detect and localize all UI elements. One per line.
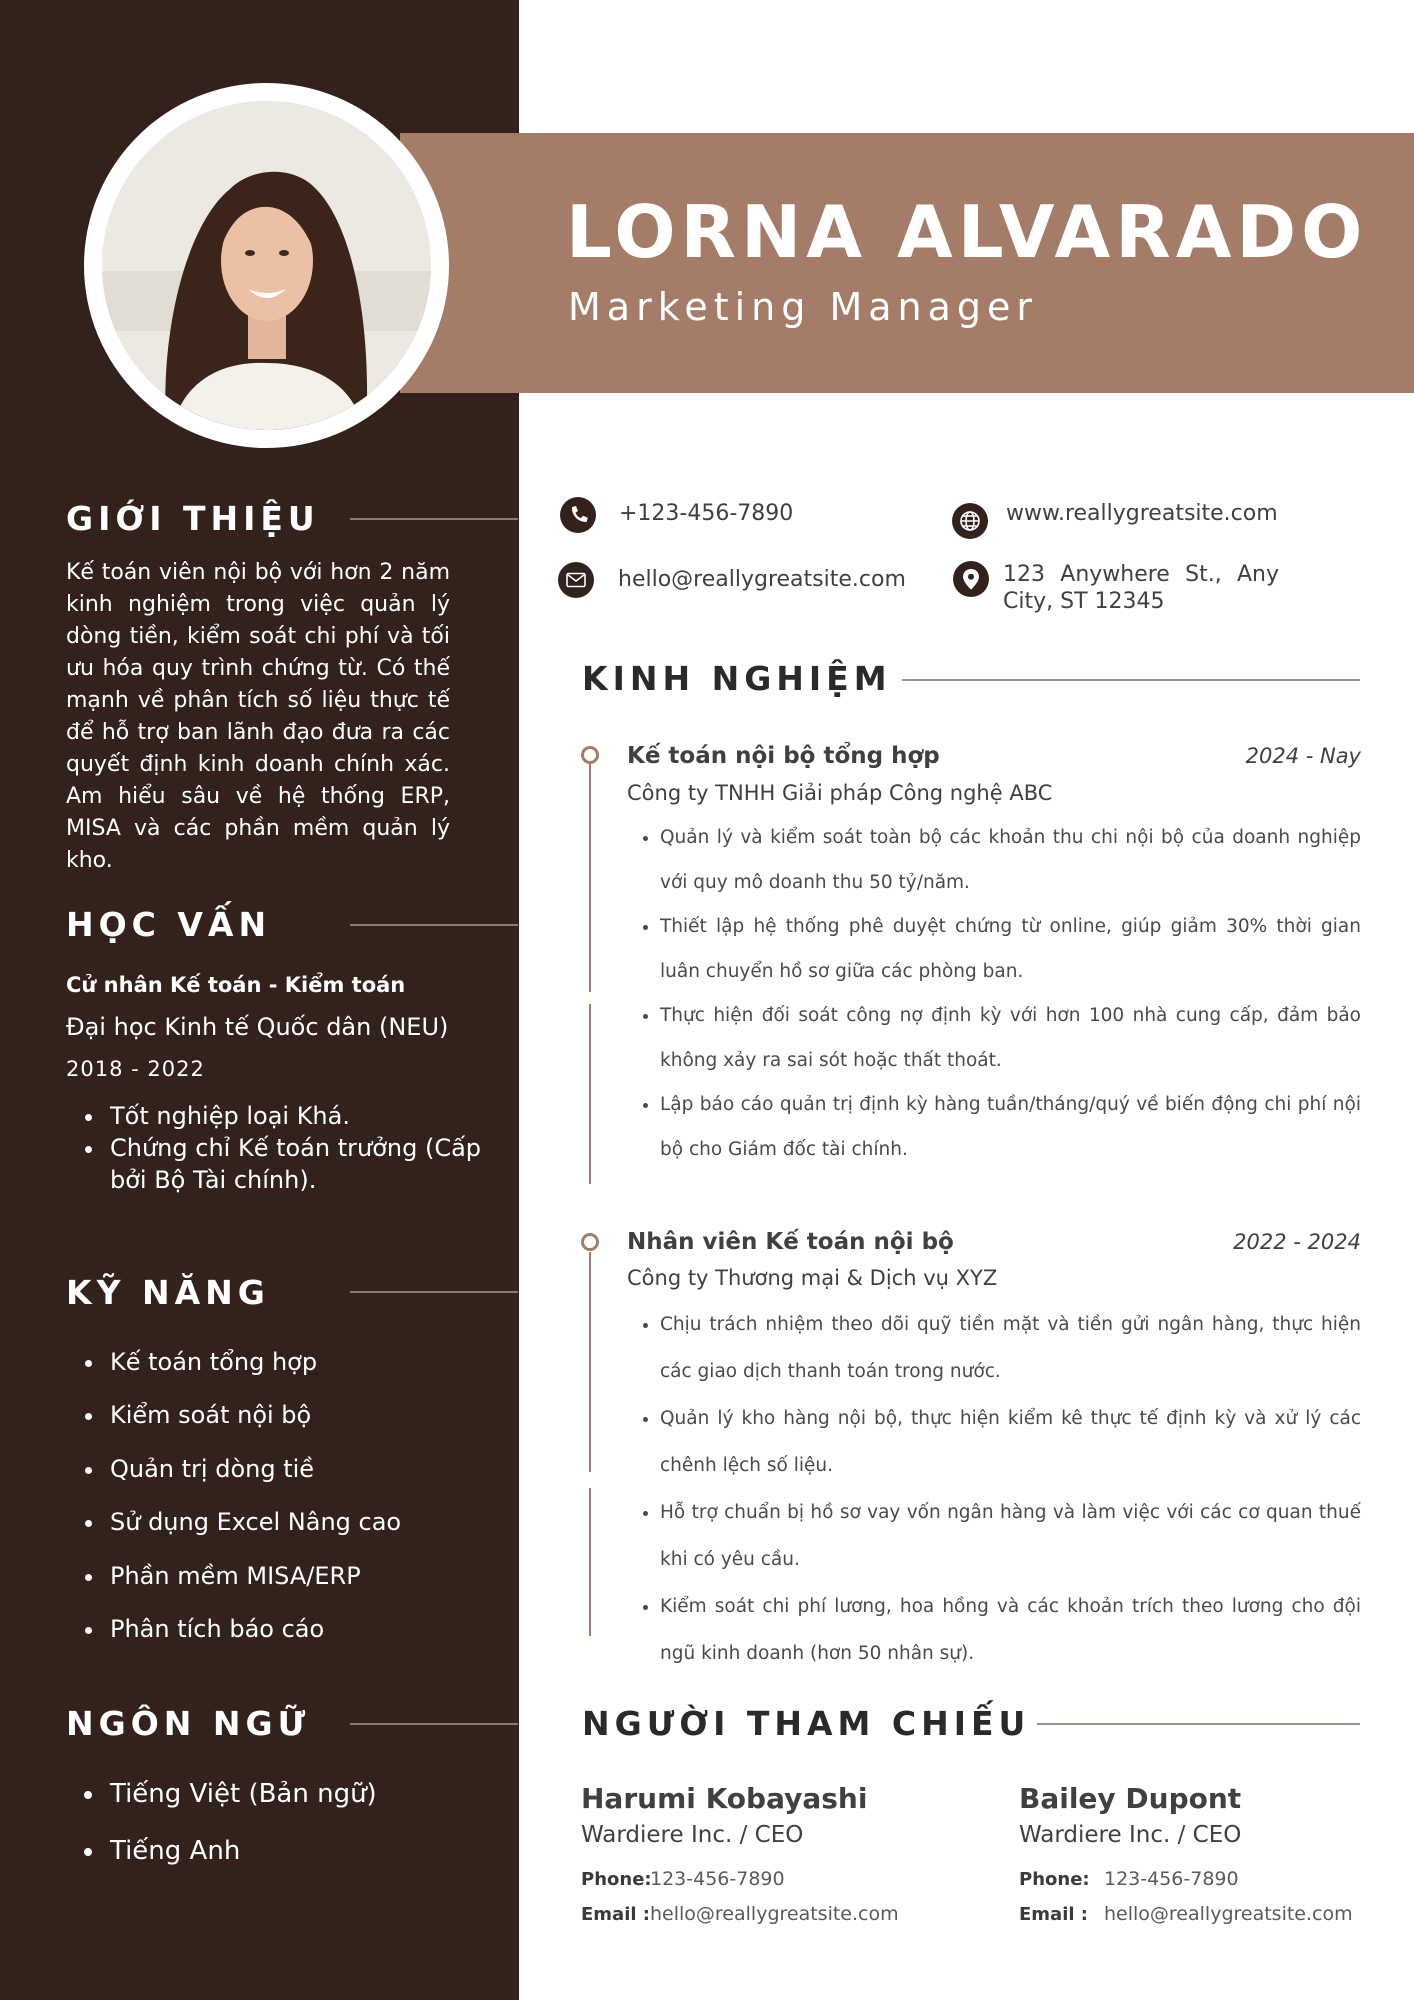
- list-item: • Tốt nghiệp loại Khá.: [106, 1100, 486, 1132]
- mail-icon: [558, 562, 594, 598]
- reference-phone[interactable]: 123-456-7890: [650, 1868, 785, 1890]
- contact-email[interactable]: hello@reallygreatsite.com: [618, 567, 906, 592]
- timeline-line: [589, 1252, 591, 1472]
- globe-icon: [952, 503, 988, 539]
- education-notes: [106, 1100, 486, 1196]
- education-divider: [350, 924, 518, 926]
- list-item: • Phân tích báo cáo: [106, 1603, 486, 1656]
- education-degree: Cử nhân Kế toán - Kiểm toán: [66, 973, 406, 997]
- job-date: 2024 - Nay: [1245, 744, 1361, 768]
- list-item: • Quản lý và kiểm soát toàn bộ các khoản thu chi nội bộ của doanh nghiệp với quy mô doanh thu 50 tỷ/năm.: [660, 816, 1361, 905]
- list-item: • Sử dụng Excel Nâng cao: [106, 1496, 486, 1549]
- list-item: • Tiếng Việt (Bản ngữ): [106, 1766, 486, 1823]
- phone-icon: [560, 497, 596, 533]
- education-school: Đại học Kinh tế Quốc dân (NEU): [66, 1013, 449, 1041]
- timeline-dot: [581, 746, 599, 764]
- job-title: Kế toán nội bộ tổng hợp: [627, 743, 940, 769]
- timeline-line: [589, 764, 591, 992]
- reference-phone[interactable]: 123-456-7890: [1104, 1868, 1239, 1890]
- experience-heading: KINH NGHIỆM: [582, 659, 892, 698]
- timeline-line: [589, 1488, 591, 1636]
- languages-divider: [350, 1723, 518, 1725]
- languages-heading: NGÔN NGỮ: [66, 1704, 311, 1743]
- reference-company: Wardiere Inc. / CEO: [581, 1822, 804, 1848]
- skills-heading: KỸ NĂNG: [66, 1273, 270, 1312]
- list-item: • Tiếng Anh: [106, 1823, 486, 1880]
- timeline-dot: [581, 1233, 599, 1251]
- references-divider: [1037, 1723, 1360, 1725]
- job-date: 2022 - 2024: [1233, 1230, 1361, 1254]
- job-company: Công ty Thương mại & Dịch vụ XYZ: [627, 1266, 998, 1290]
- list-item: • Chịu trách nhiệm theo dõi quỹ tiền mặt và tiền gửi ngân hàng, thực hiện các giao dịch thanh toán trong nước.: [660, 1301, 1361, 1395]
- reference-name: Harumi Kobayashi: [581, 1782, 868, 1815]
- list-item: • Quản trị dòng tiề: [106, 1443, 486, 1496]
- skills-divider: [350, 1291, 518, 1293]
- job-title: Nhân viên Kế toán nội bộ: [627, 1229, 954, 1255]
- candidate-name: LORNA ALVARADO: [566, 190, 1368, 274]
- list-item: • Phần mềm MISA/ERP: [106, 1550, 486, 1603]
- list-item: • Hỗ trợ chuẩn bị hồ sơ vay vốn ngân hàng và làm việc với các cơ quan thuế khi có yêu cầu.: [660, 1489, 1361, 1583]
- job-bullets: [660, 1301, 1361, 1677]
- list-item: • Thiết lập hệ thống phê duyệt chứng từ online, giúp giảm 30% thời gian luân chuyển hồ sơ giữa các phòng ban.: [660, 905, 1361, 994]
- experience-divider: [902, 679, 1360, 681]
- portrait-illustration: [102, 101, 431, 430]
- reference-phone-label: Phone:: [581, 1869, 652, 1890]
- languages-list: [106, 1766, 486, 1880]
- profile-photo: [102, 101, 431, 430]
- about-heading: GIỚI THIỆU: [66, 499, 320, 538]
- list-item: • Chứng chỉ Kế toán trưởng (Cấp bởi Bộ Tài chính).: [106, 1132, 486, 1196]
- reference-phone-label: Phone:: [1019, 1869, 1090, 1890]
- job-bullets: [660, 816, 1361, 1172]
- list-item: • Kiểm soát nội bộ: [106, 1389, 486, 1442]
- reference-name: Bailey Dupont: [1019, 1782, 1242, 1815]
- references-heading: NGƯỜI THAM CHIẾU: [582, 1704, 1031, 1743]
- list-item: • Quản lý kho hàng nội bộ, thực hiện kiểm kê thực tế định kỳ và xử lý các chênh lệch số liệu.: [660, 1395, 1361, 1489]
- list-item: • Thực hiện đối soát công nợ định kỳ với hơn 100 nhà cung cấp, đảm bảo không xảy ra sai sót hoặc thất thoát.: [660, 994, 1361, 1083]
- contact-website[interactable]: www.reallygreatsite.com: [1006, 501, 1278, 526]
- about-text: Kế toán viên nội bộ với hơn 2 năm kinh nghiệm trong việc quản lý dòng tiền, kiểm soát chi phí và tối ưu hóa quy trình chứng từ. Có thế mạnh về phân tích số liệu thực tế để hỗ trợ ban lãnh đạo đưa ra các quyết định kinh doanh chính xác. Am hiểu sâu về hệ thống ERP, MISA và các phần mềm quản lý kho.: [66, 560, 450, 873]
- reference-email-label: Email :: [581, 1904, 651, 1925]
- contact-address: 123 Anywhere St., Any City, ST 12345: [1003, 562, 1279, 614]
- education-years: 2018 - 2022: [66, 1057, 205, 1081]
- job-company: Công ty TNHH Giải pháp Công nghệ ABC: [627, 781, 1053, 805]
- list-item: • Lập báo cáo quản trị định kỳ hàng tuần/tháng/quý về biến động chi phí nội bộ cho Giám đốc tài chính.: [660, 1083, 1361, 1172]
- profile-photo-frame: [84, 83, 449, 448]
- contact-phone[interactable]: +123-456-7890: [619, 501, 794, 526]
- location-icon: [953, 561, 989, 597]
- education-heading: HỌC VẤN: [66, 905, 272, 944]
- list-item: • Kế toán tổng hợp: [106, 1336, 486, 1389]
- reference-company: Wardiere Inc. / CEO: [1019, 1822, 1242, 1848]
- about-divider: [350, 518, 518, 520]
- reference-email-label: Email :: [1019, 1904, 1089, 1925]
- reference-email[interactable]: hello@reallygreatsite.com: [650, 1903, 899, 1925]
- candidate-role: Marketing Manager: [568, 285, 1039, 329]
- skills-list: [106, 1336, 486, 1656]
- reference-email[interactable]: hello@reallygreatsite.com: [1104, 1903, 1353, 1925]
- timeline-line: [589, 1004, 591, 1184]
- list-item: • Kiểm soát chi phí lương, hoa hồng và các khoản trích theo lương cho đội ngũ kinh doanh (hơn 50 nhân sự).: [660, 1583, 1361, 1677]
